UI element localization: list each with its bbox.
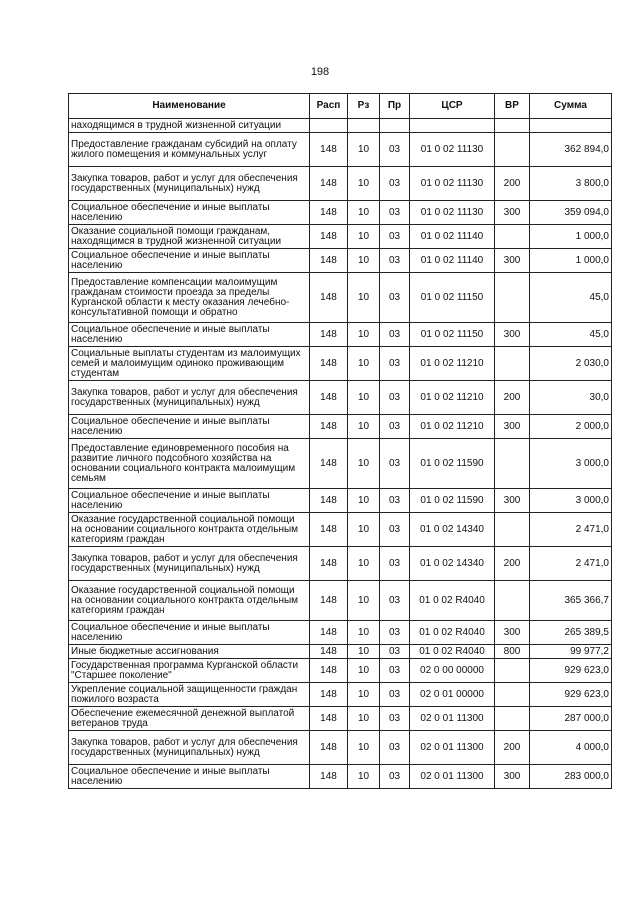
cell-sum: 2 471,0	[530, 513, 612, 547]
cell-pr: 03	[380, 645, 410, 659]
table-row	[69, 133, 612, 167]
cell-vr: 300	[495, 249, 530, 273]
header-name: Наименование	[69, 94, 310, 119]
cell-name: Иные бюджетные ассигнования	[69, 645, 310, 659]
cell-pr: 03	[380, 439, 410, 489]
cell-rz: 10	[348, 707, 380, 731]
cell-csr: 01 0 02 11210	[410, 415, 495, 439]
cell-rz: 10	[348, 381, 380, 415]
cell-pr	[380, 119, 410, 133]
cell-pr: 03	[380, 731, 410, 765]
cell-rz: 10	[348, 581, 380, 621]
cell-name: Социальное обеспечение и иные выплаты населению	[69, 621, 310, 645]
cell-name: Социальное обеспечение и иные выплаты населению	[69, 765, 310, 789]
cell-rz: 10	[348, 547, 380, 581]
header-rz: Рз	[348, 94, 380, 119]
cell-name: Укрепление социальной защищенности граждан пожилого возраста	[69, 683, 310, 707]
cell-sum: 265 389,5	[530, 621, 612, 645]
cell-csr: 01 0 02 R4040	[410, 621, 495, 645]
cell-name: Социальное обеспечение и иные выплаты населению	[69, 201, 310, 225]
cell-sum: 1 000,0	[530, 225, 612, 249]
cell-rasp: 148	[310, 439, 348, 489]
cell-pr: 03	[380, 707, 410, 731]
cell-rz: 10	[348, 133, 380, 167]
cell-name: Предоставление компенсации малоимущим гражданам стоимости проезда за пределы Курганской области к месту оказания лечебно-консультативной помощи и обратно	[69, 273, 310, 323]
cell-pr: 03	[380, 347, 410, 381]
cell-sum: 1 000,0	[530, 249, 612, 273]
cell-csr: 01 0 02 11210	[410, 347, 495, 381]
cell-pr: 03	[380, 683, 410, 707]
cell-sum: 3 000,0	[530, 439, 612, 489]
cell-sum: 2 471,0	[530, 547, 612, 581]
cell-csr: 01 0 02 11210	[410, 381, 495, 415]
table-row	[69, 273, 612, 323]
cell-rasp: 148	[310, 707, 348, 731]
cell-csr: 02 0 01 11300	[410, 765, 495, 789]
cell-vr	[495, 225, 530, 249]
table-row	[69, 167, 612, 201]
cell-csr: 01 0 02 11140	[410, 225, 495, 249]
cell-csr: 01 0 02 11590	[410, 489, 495, 513]
cell-rasp: 148	[310, 659, 348, 683]
cell-rz: 10	[348, 415, 380, 439]
cell-csr: 02 0 01 00000	[410, 683, 495, 707]
cell-vr	[495, 119, 530, 133]
page-number: 198	[310, 66, 330, 78]
table-row	[69, 513, 612, 547]
cell-sum: 3 000,0	[530, 489, 612, 513]
cell-rasp: 148	[310, 323, 348, 347]
cell-name: Закупка товаров, работ и услуг для обеспечения государственных (муниципальных) нужд	[69, 547, 310, 581]
cell-pr: 03	[380, 225, 410, 249]
cell-sum: 359 094,0	[530, 201, 612, 225]
cell-csr: 01 0 02 11140	[410, 249, 495, 273]
cell-sum: 2 030,0	[530, 347, 612, 381]
cell-rasp: 148	[310, 225, 348, 249]
cell-sum	[530, 119, 612, 133]
cell-rz: 10	[348, 621, 380, 645]
cell-name: Обеспечение ежемесячной денежной выплатой ветеранов труда	[69, 707, 310, 731]
cell-pr: 03	[380, 167, 410, 201]
cell-csr: 01 0 02 14340	[410, 547, 495, 581]
cell-rasp: 148	[310, 489, 348, 513]
cell-rasp: 148	[310, 415, 348, 439]
cell-pr: 03	[380, 547, 410, 581]
cell-rz: 10	[348, 683, 380, 707]
cell-csr: 02 0 01 11300	[410, 707, 495, 731]
cell-pr: 03	[380, 201, 410, 225]
cell-rz: 10	[348, 225, 380, 249]
cell-csr: 02 0 00 00000	[410, 659, 495, 683]
cell-name: Оказание государственной социальной помощи на основании социального контракта отдельным категориям граждан	[69, 513, 310, 547]
cell-sum: 287 000,0	[530, 707, 612, 731]
cell-vr	[495, 581, 530, 621]
cell-vr	[495, 707, 530, 731]
cell-rasp: 148	[310, 581, 348, 621]
table-row	[69, 323, 612, 347]
cell-pr: 03	[380, 621, 410, 645]
budget-table	[68, 93, 612, 789]
cell-name: Закупка товаров, работ и услуг для обеспечения государственных (муниципальных) нужд	[69, 731, 310, 765]
cell-rz: 10	[348, 765, 380, 789]
cell-pr: 03	[380, 581, 410, 621]
cell-pr: 03	[380, 415, 410, 439]
table-row	[69, 547, 612, 581]
cell-csr: 01 0 02 11150	[410, 323, 495, 347]
cell-vr	[495, 513, 530, 547]
cell-name: Предоставление гражданам субсидий на оплату жилого помещения и коммунальных услуг	[69, 133, 310, 167]
cell-sum: 365 366,7	[530, 581, 612, 621]
cell-pr: 03	[380, 323, 410, 347]
table-row	[69, 731, 612, 765]
cell-rasp: 148	[310, 765, 348, 789]
cell-vr	[495, 133, 530, 167]
cell-vr: 200	[495, 381, 530, 415]
cell-rz: 10	[348, 659, 380, 683]
cell-rz: 10	[348, 201, 380, 225]
cell-sum: 362 894,0	[530, 133, 612, 167]
cell-rz: 10	[348, 513, 380, 547]
cell-pr: 03	[380, 133, 410, 167]
cell-sum: 929 623,0	[530, 683, 612, 707]
cell-rasp: 148	[310, 167, 348, 201]
cell-pr: 03	[380, 513, 410, 547]
cell-vr: 300	[495, 489, 530, 513]
cell-csr: 01 0 02 11130	[410, 167, 495, 201]
cell-vr: 300	[495, 415, 530, 439]
cell-vr: 300	[495, 621, 530, 645]
cell-rz: 10	[348, 489, 380, 513]
cell-rasp: 148	[310, 683, 348, 707]
cell-rasp: 148	[310, 273, 348, 323]
cell-rasp: 148	[310, 547, 348, 581]
cell-sum: 283 000,0	[530, 765, 612, 789]
cell-csr: 02 0 01 11300	[410, 731, 495, 765]
cell-rz: 10	[348, 347, 380, 381]
cell-rasp: 148	[310, 731, 348, 765]
cell-pr: 03	[380, 489, 410, 513]
cell-csr: 01 0 02 11130	[410, 133, 495, 167]
cell-name: Оказание государственной социальной помощи на основании социального контракта отдельным категориям граждан	[69, 581, 310, 621]
table-row	[69, 707, 612, 731]
cell-rz: 10	[348, 323, 380, 347]
cell-vr: 300	[495, 201, 530, 225]
cell-name: Социальное обеспечение и иные выплаты населению	[69, 415, 310, 439]
cell-rasp: 148	[310, 513, 348, 547]
table-row	[69, 683, 612, 707]
cell-sum: 929 623,0	[530, 659, 612, 683]
cell-csr	[410, 119, 495, 133]
cell-vr: 800	[495, 645, 530, 659]
table-row	[69, 347, 612, 381]
cell-name: Социальное обеспечение и иные выплаты населению	[69, 489, 310, 513]
cell-rz: 10	[348, 273, 380, 323]
cell-name: Оказание социальной помощи гражданам, находящимся в трудной жизненной ситуации	[69, 225, 310, 249]
cell-csr: 01 0 02 14340	[410, 513, 495, 547]
cell-rasp: 148	[310, 133, 348, 167]
cell-csr: 01 0 02 R4040	[410, 581, 495, 621]
cell-name: Социальное обеспечение и иные выплаты населению	[69, 249, 310, 273]
cell-csr: 01 0 02 11150	[410, 273, 495, 323]
cell-vr	[495, 659, 530, 683]
cell-sum: 3 800,0	[530, 167, 612, 201]
cell-name: Закупка товаров, работ и услуг для обеспечения государственных (муниципальных) нужд	[69, 167, 310, 201]
table-row	[69, 489, 612, 513]
cell-vr	[495, 683, 530, 707]
table-row	[69, 225, 612, 249]
table-row	[69, 659, 612, 683]
cell-rasp: 148	[310, 621, 348, 645]
cell-vr: 200	[495, 547, 530, 581]
cell-sum: 2 000,0	[530, 415, 612, 439]
table-row	[69, 621, 612, 645]
cell-rz: 10	[348, 439, 380, 489]
table-row	[69, 765, 612, 789]
cell-rasp: 148	[310, 381, 348, 415]
cell-name: Социальные выплаты студентам из малоимущих семей и малоимущим одиноко проживающим студентам	[69, 347, 310, 381]
table-row	[69, 201, 612, 225]
cell-name: находящимся в трудной жизненной ситуации	[69, 119, 310, 133]
cell-vr: 300	[495, 765, 530, 789]
header-vr: ВР	[495, 94, 530, 119]
cell-name: Предоставление единовременного пособия на развитие личного подсобного хозяйства на основании социального контракта малоимущим семьям	[69, 439, 310, 489]
cell-sum: 4 000,0	[530, 731, 612, 765]
cell-sum: 99 977,2	[530, 645, 612, 659]
cell-vr: 300	[495, 323, 530, 347]
cell-pr: 03	[380, 765, 410, 789]
cell-vr	[495, 347, 530, 381]
cell-csr: 01 0 02 11590	[410, 439, 495, 489]
cell-rz: 10	[348, 249, 380, 273]
cell-rasp: 148	[310, 201, 348, 225]
table-row	[69, 645, 612, 659]
cell-rasp: 148	[310, 645, 348, 659]
table-row	[69, 581, 612, 621]
cell-rasp: 148	[310, 347, 348, 381]
cell-rasp	[310, 119, 348, 133]
header-rasp: Расп	[310, 94, 348, 119]
cell-vr	[495, 439, 530, 489]
cell-sum: 45,0	[530, 273, 612, 323]
cell-rz: 10	[348, 167, 380, 201]
cell-name: Закупка товаров, работ и услуг для обеспечения государственных (муниципальных) нужд	[69, 381, 310, 415]
cell-vr	[495, 273, 530, 323]
cell-rz	[348, 119, 380, 133]
cell-vr: 200	[495, 167, 530, 201]
table-row	[69, 119, 612, 133]
table-row	[69, 439, 612, 489]
table-row	[69, 381, 612, 415]
table-row	[69, 249, 612, 273]
table-body	[69, 119, 612, 789]
cell-csr: 01 0 02 11130	[410, 201, 495, 225]
cell-rz: 10	[348, 731, 380, 765]
cell-pr: 03	[380, 273, 410, 323]
cell-sum: 45,0	[530, 323, 612, 347]
cell-pr: 03	[380, 381, 410, 415]
cell-rasp: 148	[310, 249, 348, 273]
cell-name: Социальное обеспечение и иные выплаты населению	[69, 323, 310, 347]
cell-sum: 30,0	[530, 381, 612, 415]
cell-name: Государственная программа Курганской области "Старшее поколение"	[69, 659, 310, 683]
cell-csr: 01 0 02 R4040	[410, 645, 495, 659]
table-header-row	[69, 94, 612, 119]
header-sum: Сумма	[530, 94, 612, 119]
cell-pr: 03	[380, 249, 410, 273]
table-row	[69, 415, 612, 439]
header-pr: Пр	[380, 94, 410, 119]
cell-pr: 03	[380, 659, 410, 683]
header-csr: ЦСР	[410, 94, 495, 119]
cell-vr: 200	[495, 731, 530, 765]
cell-rz: 10	[348, 645, 380, 659]
